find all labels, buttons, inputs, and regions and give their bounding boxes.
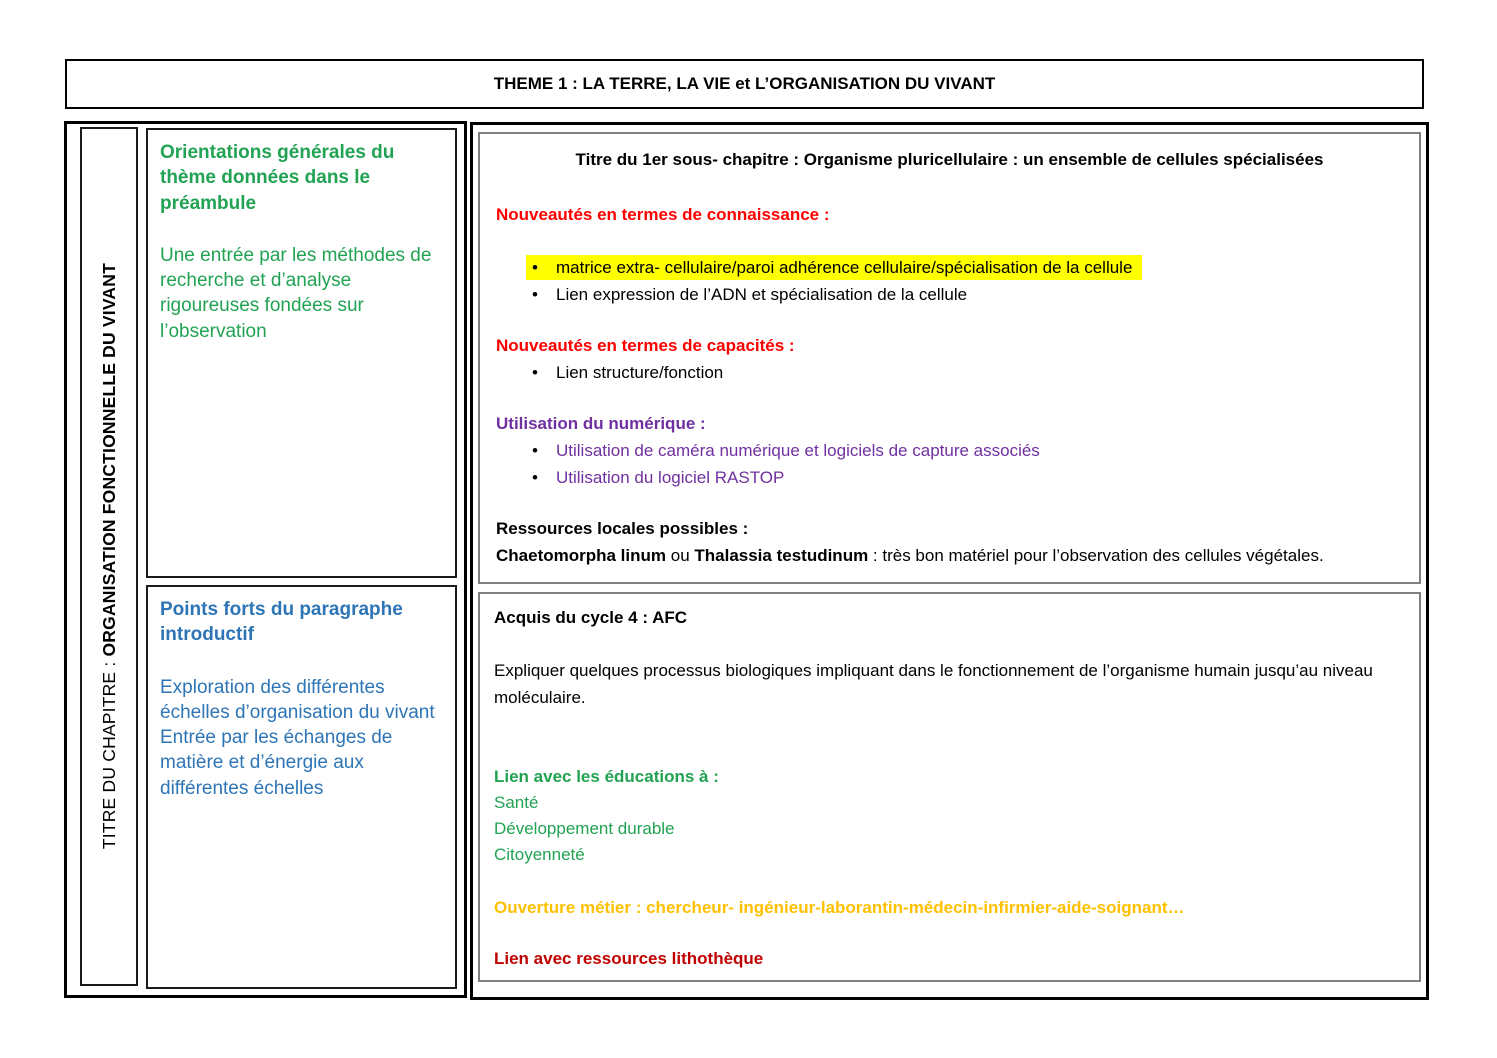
ressources-mid: ou — [666, 546, 695, 565]
ressources-rest: : très bon matériel pour l’observation des cellules végétales. — [868, 546, 1324, 565]
points-forts-line2: Entrée par les échanges de matière et d’énergie aux différentes échelles — [160, 727, 393, 799]
orientations-heading: Orientations générales du thème données dans le préambule — [160, 142, 395, 214]
highlighted-text — [526, 255, 1142, 280]
numerique-item-1: Utilisation de caméra numérique et logiciels de capture associés — [556, 441, 1040, 460]
theme-title: THEME 1 : LA TERRE, LA VIE et L’ORGANISATION DU VIVANT — [493, 74, 996, 93]
ressources-species-1: Chaetomorpha linum — [496, 546, 667, 565]
chapter-title-bold: ORGANISATION FONCTIONNELLE DU VIVANT — [98, 263, 119, 657]
points-forts-line1: Exploration des différentes échelles d’organisation du vivant — [160, 676, 435, 723]
capacites-heading: Nouveautés en termes de capacités : — [496, 336, 795, 355]
lien-lithotheque: Lien avec ressources lithothèque — [494, 949, 764, 968]
theme-title-box — [65, 59, 1424, 109]
education-item-citoyennete: Citoyenneté — [494, 845, 585, 864]
connaissance-item-2: Lien expression de l’ADN et spécialisation de la cellule — [556, 285, 968, 304]
educations-heading: Lien avec les éducations à : — [494, 767, 719, 786]
chapter-title-prefix: TITRE DU CHAPITRE : — [98, 656, 119, 850]
sous-chapitre-outer-container — [470, 122, 1429, 1000]
bullet-icon: • — [532, 441, 538, 460]
bullet-icon: • — [532, 285, 538, 304]
connaissance-heading: Nouveautés en termes de connaissance : — [496, 205, 830, 224]
ressources-heading: Ressources locales possibles : — [496, 519, 749, 538]
chapter-title-vertical-text — [99, 263, 120, 849]
list-item — [496, 254, 1403, 281]
numerique-heading: Utilisation du numérique : — [496, 414, 706, 433]
sous-chapitre-box — [478, 132, 1421, 584]
chapter-outer-container — [64, 121, 467, 998]
capacites-item-1: Lien structure/fonction — [556, 363, 724, 382]
education-item-dev-durable: Développement durable — [494, 819, 675, 838]
acquis-body: Expliquer quelques processus biologiques impliquant dans le fonctionnement de l’organisme humain jusqu’au niveau moléculaire. — [494, 661, 1373, 707]
bullet-icon: • — [532, 468, 538, 487]
ressources-body — [496, 542, 1403, 569]
points-forts-box — [146, 585, 457, 989]
list-item — [496, 437, 1403, 464]
orientations-body: Une entrée par les méthodes de recherche et d’analyse rigoureuses fondées sur l’observation — [160, 244, 432, 342]
ressources-species-2: Thalassia testudinum — [694, 546, 869, 565]
orientations-box — [146, 128, 457, 578]
acquis-box — [478, 592, 1421, 982]
list-item — [496, 281, 1403, 308]
connaissance-item-1: matrice extra- cellulaire/paroi adhérence cellulaire/spécialisation de la cellule — [556, 258, 1133, 277]
bullet-icon: • — [532, 258, 538, 277]
numerique-item-2: Utilisation du logiciel RASTOP — [556, 468, 785, 487]
sous-chapitre-title: Titre du 1er sous- chapitre : Organisme pluricellulaire : un ensemble de cellules spécialisées — [575, 150, 1324, 169]
education-item-sante: Santé — [494, 793, 539, 812]
points-forts-heading: Points forts du paragraphe introductif — [160, 599, 403, 646]
acquis-heading: Acquis du cycle 4 : AFC — [494, 608, 688, 627]
list-item — [496, 359, 1403, 386]
chapter-title-vertical-box — [80, 127, 138, 986]
bullet-icon: • — [532, 363, 538, 382]
ouverture-metier: Ouverture métier : chercheur- ingénieur-laborantin-médecin-infirmier-aide-soignant… — [494, 898, 1185, 917]
list-item — [496, 464, 1403, 491]
